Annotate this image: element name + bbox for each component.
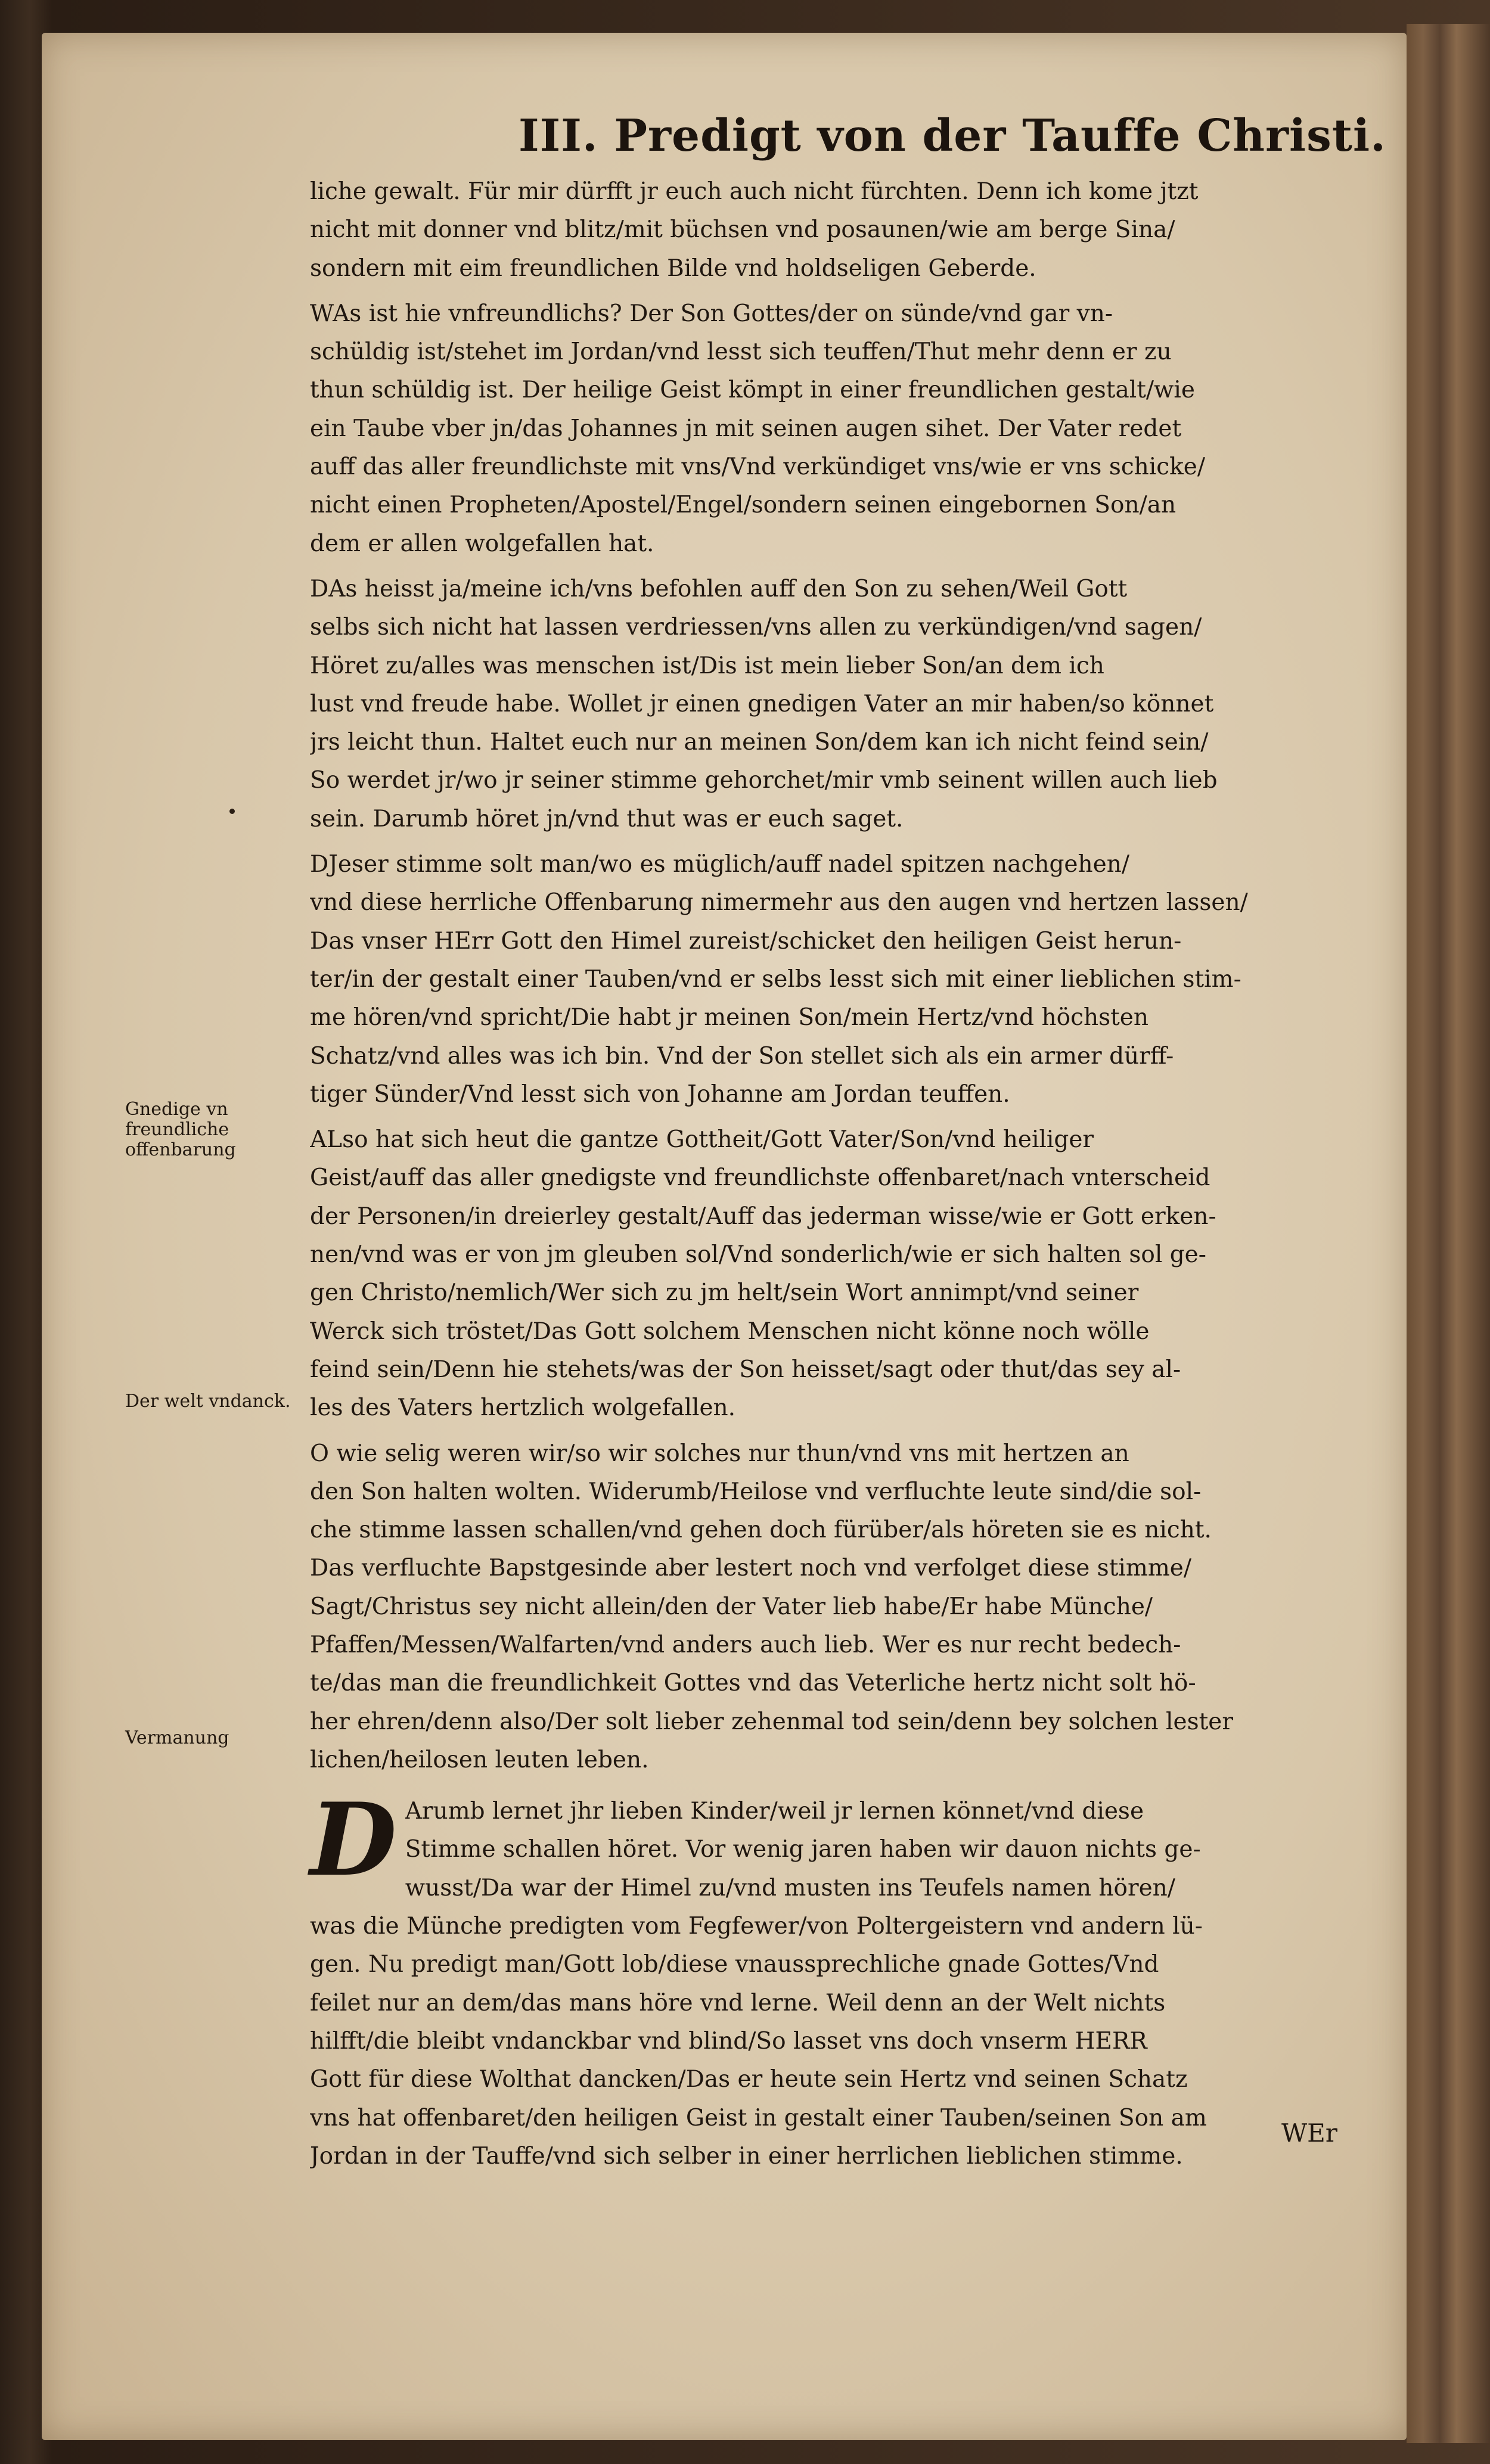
text-line: ALso hat sich heut die gantze Gottheit/Gott Vater/Son/vnd heiliger <box>310 1126 1094 1154</box>
text-line: O wie selig weren wir/so wir solches nur thun/vnd vns mit hertzen an <box>310 1440 1129 1467</box>
text-line: DAs heisst ja/meine ich/vns befohlen auff den Son zu sehen/Weil Gott <box>310 575 1128 602</box>
page-edges <box>1407 24 1490 2443</box>
text-line: WAs ist hie vnfreundlichs? Der Son Gottes/der on sünde/vnd gar vn- <box>310 300 1113 327</box>
text-line: sondern mit eim freundlichen Bilde vnd holdseligen Geberde. <box>310 254 1036 282</box>
text-line: Jordan in der Tauffe/vnd sich selber in einer herrlichen lieblichen stimme. <box>310 2142 1183 2170</box>
text-line: DJeser stimme solt man/wo es müglich/auff nadel spitzen nachgehen/ <box>310 851 1129 878</box>
text-line: schüldig ist/stehet im Jordan/vnd lesst sich teuffen/Thut mehr denn er zu <box>310 338 1172 366</box>
text-line: hilfft/die bleibt vndanckbar vnd blind/So lasset vns doch vnserm HERR <box>310 2027 1147 2055</box>
text-block <box>310 173 1377 2176</box>
drop-initial: D <box>310 1781 397 1899</box>
running-head: III. Predigt von der Tauffe Christi. <box>519 110 1386 161</box>
text-line: te/das man die freundlichkeit Gottes vnd das Veterliche hertz nicht solt hö- <box>310 1670 1196 1697</box>
text-line: thun schüldig ist. Der heilige Geist kömpt in einer freundlichen gestalt/wie <box>310 377 1195 404</box>
text-line: gen Christo/nemlich/Wer sich zu jm helt/sein Wort annimpt/vnd seiner <box>310 1279 1139 1307</box>
text-line: Das verfluchte Bapstgesinde aber lestert noch vnd verfolget diese stimme/ <box>310 1555 1192 1582</box>
text-line: dem er allen wolgefallen hat. <box>310 530 654 557</box>
vermanung-paragraph <box>310 1781 1377 2176</box>
margin-note-gnedige: Gnedige vn freundliche offenbarung <box>125 1099 236 1160</box>
text-line: vnd diese herrliche Offenbarung nimermehr aus den augen vnd hertzen lassen/ <box>310 889 1248 916</box>
text-line: wusst/Da war der Himel zu/vnd musten ins Teufels namen hören/ <box>405 1874 1175 1901</box>
text-line: les des Vaters hertzlich wolgefallen. <box>310 1394 736 1422</box>
text-line: Werck sich tröstet/Das Gott solchem Menschen nicht könne noch wölle <box>310 1318 1150 1345</box>
text-line: feilet nur an dem/das mans höre vnd lerne. Weil denn an der Welt nichts <box>310 1989 1166 2016</box>
margin-note-vermanung: Vermanung <box>125 1727 229 1748</box>
text-line: Das vnser HErr Gott den Himel zureist/schicket den heiligen Geist herun- <box>310 927 1182 955</box>
text-line: Sagt/Christus sey nicht allein/den der Vater lieb habe/Er habe Münche/ <box>310 1593 1153 1620</box>
text-line: Arumb lernet jhr lieben Kinder/weil jr lernen könnet/vnd diese <box>405 1798 1144 1825</box>
text-line: Stimme schallen höret. Vor wenig jaren haben wir dauon nichts ge- <box>405 1836 1201 1863</box>
margin-note-welt-vndanck: Der welt vndanck. <box>125 1391 291 1412</box>
text-line: tiger Sünder/Vnd lesst sich von Johanne am Jordan teuffen. <box>310 1080 1010 1108</box>
text-line: nicht einen Propheten/Apostel/Engel/sondern seinen eingebornen Son/an <box>310 492 1177 519</box>
text-line: nicht mit donner vnd blitz/mit büchsen vnd posaunen/wie am berge Sina/ <box>310 216 1175 244</box>
ink-dot <box>229 809 235 814</box>
text-line: feind sein/Denn hie stehets/was der Son heisset/sagt oder thut/das sey al- <box>310 1356 1181 1383</box>
text-line: Geist/auff das aller gnedigste vnd freundlichste offenbaret/nach vnterscheid <box>310 1164 1210 1192</box>
text-line: was die Münche predigten vom Fegfewer/von Poltergeistern vnd andern lü- <box>310 1913 1203 1940</box>
text-line: lichen/heilosen leuten leben. <box>310 1746 649 1773</box>
text-line: ter/in der gestalt einer Tauben/vnd er selbs lesst sich mit einer lieblichen stim- <box>310 965 1241 993</box>
text-line: Höret zu/alles was menschen ist/Dis ist mein lieber Son/an dem ich <box>310 652 1104 679</box>
text-line: So werdet jr/wo jr seiner stimme gehorchet/mir vmb seinent willen auch lieb <box>310 767 1218 794</box>
text-line: ein Taube vber jn/das Johannes jn mit seinen augen sihet. Der Vater redet <box>310 415 1182 442</box>
text-line: den Son halten wolten. Widerumb/Heilose vnd verfluchte leute sind/die sol- <box>310 1478 1202 1505</box>
text-line: che stimme lassen schallen/vnd gehen doch fürüber/als höreten sie es nicht. <box>310 1517 1212 1544</box>
text-line: gen. Nu predigt man/Gott lob/diese vnaussprechliche gnade Gottes/Vnd <box>310 1951 1159 1978</box>
text-line: nen/vnd was er von jm gleuben sol/Vnd sonderlich/wie er sich halten sol ge- <box>310 1241 1206 1269</box>
text-line: Pfaffen/Messen/Walfarten/vnd anders auch lieb. Wer es nur recht bedech- <box>310 1631 1181 1658</box>
text-line: sein. Darumb höret jn/vnd thut was er euch saget. <box>310 805 904 832</box>
text-line: der Personen/in dreierley gestalt/Auff das jederman wisse/wie er Gott erken- <box>310 1203 1216 1230</box>
text-line: selbs sich nicht hat lassen verdriessen/vns allen zu verkündigen/vnd sagen/ <box>310 614 1202 641</box>
text-line: liche gewalt. Für mir dürfft jr euch auch nicht fürchten. Denn ich kome jtzt <box>310 178 1199 205</box>
text-line: her ehren/denn also/Der solt lieber zehenmal tod sein/denn bey solchen lester <box>310 1708 1234 1735</box>
text-line: auff das aller freundlichste mit vns/Vnd verkündiget vns/wie er vns schicke/ <box>310 453 1205 481</box>
text-line: lust vnd freude habe. Wollet jr einen gnedigen Vater an mir haben/so könnet <box>310 690 1214 717</box>
catchword: WEr <box>1281 2118 1337 2148</box>
text-line: jrs leicht thun. Haltet euch nur an meinen Son/dem kan ich nicht feind sein/ <box>310 729 1209 756</box>
text-line: vns hat offenbaret/den heiligen Geist in gestalt einer Tauben/seinen Son am <box>310 2104 1207 2131</box>
text-line: Schatz/vnd alles was ich bin. Vnd der Son stellet sich als ein armer dürff- <box>310 1042 1174 1070</box>
text-line: me hören/vnd spricht/Die habt jr meinen Son/mein Hertz/vnd höchsten <box>310 1004 1148 1031</box>
text-line: Gott für diese Wolthat dancken/Das er heute sein Hertz vnd seinen Schatz <box>310 2066 1188 2093</box>
